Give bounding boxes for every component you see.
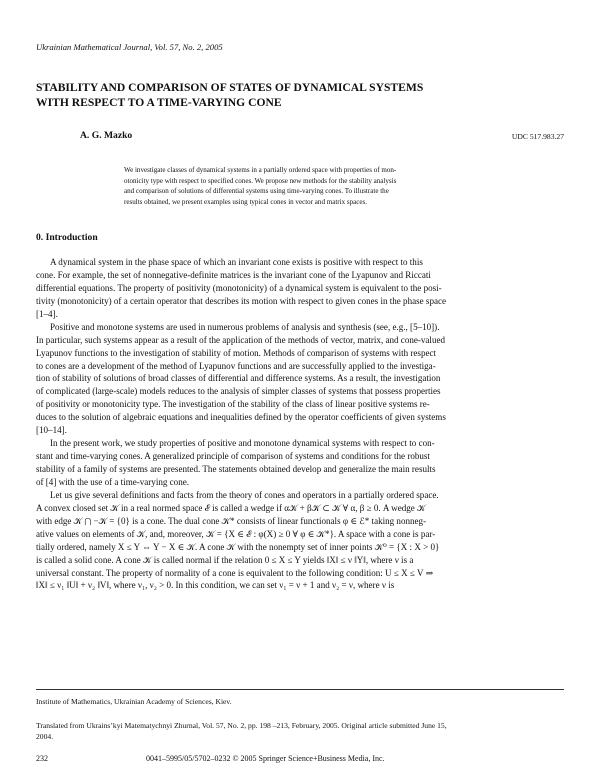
body-line: cone. For example, the set of nonnegative-definite matrices is the invariant cone of the Lyapunov and Riccati	[36, 269, 431, 280]
journal-header: Ukrainian Mathematical Journal, Vol. 57, No. 2, 2005	[36, 42, 223, 52]
copyright-line: 0041–5995/05/5702–0232 © 2005 Springer Science+Business Media, Inc.	[146, 754, 385, 763]
body-line: [1–4].	[36, 308, 58, 319]
footnote-divider	[36, 689, 564, 690]
section-heading: 0. Introduction	[36, 232, 98, 243]
body-line: of positivity or monotonicity type. The investigation of the stability of the class of linear positive systems re-	[36, 399, 430, 410]
body-line: differential equations. The property of positivity (monotonicity) of a dynamical system is equivalent to the posi-	[36, 282, 442, 293]
author-affiliation: Institute of Mathematics, Ukrainian Academy of Sciences, Kiev.	[36, 697, 232, 706]
page-number: 232	[36, 754, 48, 763]
paper-title	[36, 80, 556, 110]
translation-line: 2004.	[36, 732, 54, 741]
body-line: with edge 𝒦 ⋂ −𝒦 = {0} is a cone. The dual cone 𝒦* consists of linear functionals φ ∈ ℰ* taking nonneg-	[36, 515, 427, 526]
body-line: duces to the solution of algebraic equations and inequalities defined by the operator coefficients of given systems	[36, 412, 446, 423]
body-line: to cones are a development of the method of Lyapunov functions and are successfully applied to the investiga-	[36, 360, 436, 371]
body-line: Let us give several definitions and facts from the theory of cones and operators in a partially ordered space.	[50, 489, 439, 500]
body-line: stant and time-varying cones. A generalized principle of comparison of systems and conditions for the robust	[36, 451, 430, 462]
body-line: [10–14].	[36, 425, 67, 436]
body-line: universal constant. The property of normality of a cone is equivalent to the following condition: U ≤ X ≤ V ⇒	[36, 567, 434, 578]
body-text	[36, 256, 564, 592]
body-line: In particular, such systems appear as a result of the application of the methods of vector, matrix, and cone-valued	[36, 334, 446, 345]
abstract-line: We investigate classes of dynamical systems in a partially ordered space with properties of mon-	[124, 166, 397, 174]
udc-code: UDC 517.983.27	[511, 132, 564, 141]
abstract-line: otonicity type with respect to specified cones. We propose new methods for the stability analysis	[124, 176, 397, 185]
abstract	[124, 165, 486, 207]
translation-line: Translated from Ukrains’kyi Matematychnyi Zhurnal, Vol. 57, No. 2, pp. 198 –213, February, 2005. Original article submitted June 15,	[36, 721, 447, 730]
body-line: Positive and monotone systems are used in numerous problems of analysis and synthesis (see, e.g., [5–10]).	[50, 321, 440, 332]
author-name: A. G. Mazko	[80, 130, 133, 141]
abstract-line: and comparison of solutions of differential systems using time-varying cones. To illustrate the	[124, 187, 389, 195]
translation-note	[36, 720, 564, 742]
body-line: tion of stability of solutions of broad classes of differential and difference systems. As a result, the investigation	[36, 373, 441, 384]
body-line: A convex closed set 𝒦 in a real normed space ℰ is called a wedge if α𝒦 + β𝒦 ⊂ 𝒦 ∀ α, β ≥ 0. A wedge 𝒦	[36, 502, 426, 513]
title-line-2: WITH RESPECT TO A TIME-VARYING CONE	[36, 96, 282, 109]
body-line: Lyapunov functions to the investigation of stability of motion. Methods of comparison of systems with respect	[36, 347, 437, 358]
body-line: tially ordered, namely X ≤ Y ⇔ Y − X ∈ 𝒦. A cone 𝒦 with the nonempty set of inner points 𝒦⁰ = {X : X > 0}	[36, 541, 440, 552]
abstract-line: results obtained, we present examples using typical cones in vector and matrix spaces.	[124, 197, 368, 206]
body-line: A dynamical system in the phase space of which an invariant cone exists is positive with respect to this	[50, 257, 423, 267]
body-line: ‖X‖ ≤ ν₁ ‖U‖ + ν₂ ‖V‖, where ν₁, ν₂ > 0. In this condition, we can set ν₁ = ν + 1 and ν₂ = ν, where ν is	[36, 580, 395, 591]
body-line: is called a solid cone. A cone 𝒦 is called normal if the relation 0 ≤ X ≤ Y yields ‖X‖ ≤ ν ‖Y‖, where ν is a	[36, 554, 414, 565]
body-line: of complicated (large-scale) models reduces to the analysis of simpler classes of systems that possess properties	[36, 386, 441, 397]
body-line: tivity (monotonicity) of a certain operator that describes its motion with respect to given cones in the phase space	[36, 295, 447, 306]
body-line: ative values on elements of 𝒦, and, moreover, 𝒦 = {X ∈ ℰ : φ(X) ≥ 0 ∀ φ ∈ 𝒦*}. A space with a cone is par-	[36, 528, 436, 539]
body-line: stability of a family of systems are presented. The statements obtained develop and generalize the main results	[36, 464, 436, 474]
body-line: In the present work, we study properties of positive and monotone dynamical systems with respect to con-	[50, 438, 435, 449]
body-line: of [4] with the use of a time-varying cone.	[36, 476, 189, 487]
title-line-1: STABILITY AND COMPARISON OF STATES OF DYNAMICAL SYSTEMS	[36, 81, 424, 94]
